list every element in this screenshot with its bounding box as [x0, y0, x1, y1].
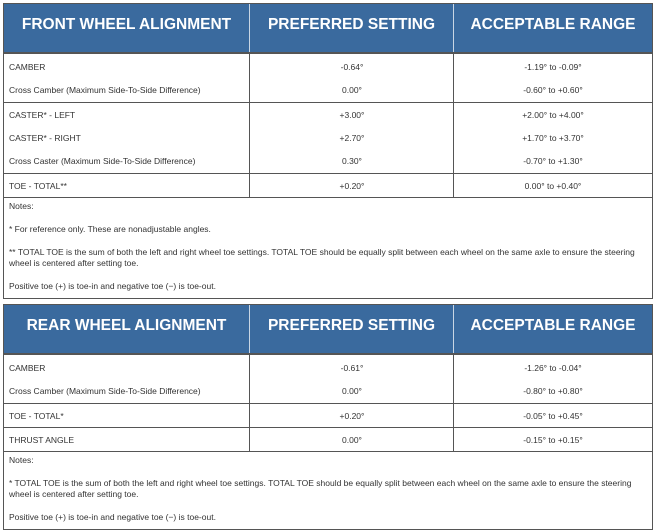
row-group	[4, 427, 652, 451]
column-header: REAR WHEEL ALIGNMENT	[4, 305, 250, 353]
table-row: CASTER* - RIGHT +2.70° +1.70° to +3.70°	[9, 132, 584, 143]
note-text: * For reference only. These are nonadjustable angles.	[9, 224, 211, 234]
notes-title: Notes:	[9, 201, 34, 211]
column-header: ACCEPTABLE RANGE	[470, 16, 636, 33]
table-header	[4, 4, 652, 53]
row-group	[4, 354, 652, 403]
column-header: PREFERRED SETTING	[250, 305, 454, 353]
row-group	[4, 403, 652, 427]
table-row: Cross Camber (Maximum Side-To-Side Difference) 0.00° -0.60° to +0.60°	[9, 84, 583, 95]
note-text: Positive toe (+) is toe-in and negative toe (−) is toe-out.	[9, 512, 216, 522]
table-header	[4, 305, 652, 354]
table-row: TOE - TOTAL** +0.20° 0.00° to +0.40°	[9, 180, 582, 191]
notes-section	[4, 197, 652, 298]
column-header: FRONT WHEEL ALIGNMENT	[4, 4, 250, 52]
table-row: Cross Caster (Maximum Side-To-Side Difference) 0.30° -0.70° to +1.30°	[9, 155, 583, 166]
rear-alignment-table	[3, 304, 653, 530]
table-body	[4, 53, 652, 197]
front-alignment-table	[3, 3, 653, 299]
note-text: ** TOTAL TOE is the sum of both the left and right wheel toe settings. TOTAL TOE should be equally split between each wheel on the same axle to ensure the steering wheel is centered after setting toe.	[9, 247, 635, 268]
row-group	[4, 102, 652, 173]
table-row: Cross Camber (Maximum Side-To-Side Difference) 0.00° -0.80° to +0.80°	[9, 385, 583, 396]
column-header: PREFERRED SETTING	[250, 4, 454, 52]
column-header: ACCEPTABLE RANGE	[470, 317, 636, 334]
row-group	[4, 173, 652, 197]
notes-title: Notes:	[9, 455, 34, 465]
note-text: Positive toe (+) is toe-in and negative toe (−) is toe-out.	[9, 281, 216, 291]
note-text: * TOTAL TOE is the sum of both the left and right wheel toe settings. TOTAL TOE should be equally split between each wheel on the same axle to ensure the steering wheel is centered after setting toe.	[9, 478, 632, 499]
table-body	[4, 354, 652, 451]
table-row: THRUST ANGLE 0.00° -0.15° to +0.15°	[9, 434, 583, 445]
table-row: CAMBER -0.64° -1.19° to -0.09°	[9, 61, 582, 72]
row-group	[4, 53, 652, 102]
table-row: TOE - TOTAL* +0.20° -0.05° to +0.45°	[9, 410, 583, 421]
notes-section	[4, 451, 652, 529]
table-row: CASTER* - LEFT +3.00° +2.00° to +4.00°	[9, 109, 584, 120]
table-row: CAMBER -0.61° -1.26° to -0.04°	[9, 362, 582, 373]
